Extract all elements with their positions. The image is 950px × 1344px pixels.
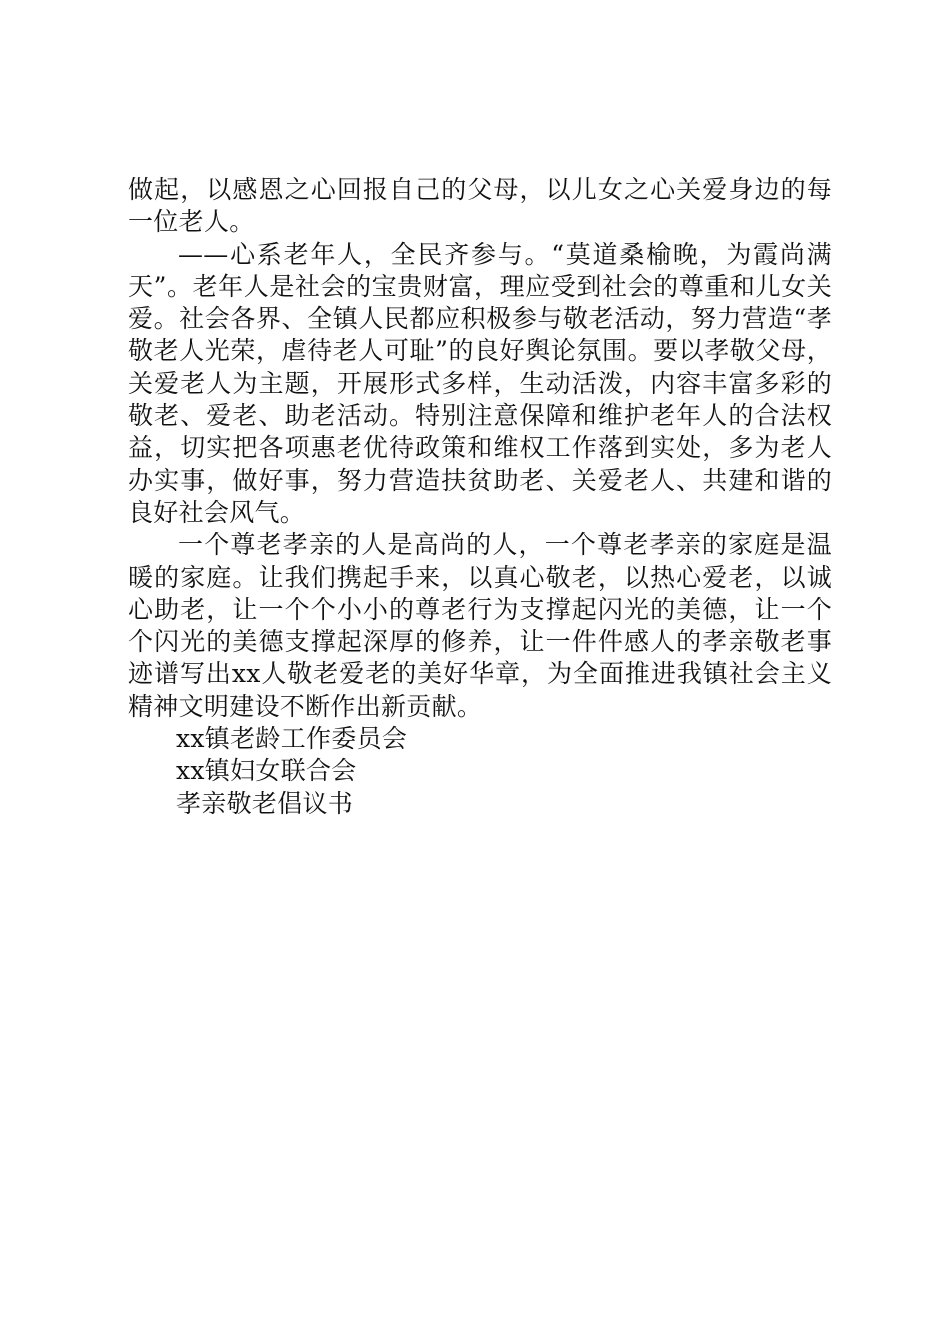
document-footer-title: 孝亲敬老倡议书 bbox=[176, 788, 354, 818]
paragraph-continuation: 做起，以感恩之心回报自己的父母，以儿女之心关爱身边的每一位老人。 bbox=[128, 175, 832, 237]
signature-womens-federation: xx镇妇女联合会 bbox=[176, 756, 357, 786]
signature-aging-committee: xx镇老龄工作委员会 bbox=[176, 724, 408, 754]
paragraph-closing: 一个尊老孝亲的人是高尚的人，一个尊老孝亲的家庭是温暖的家庭。让我们携起手来，以真心敬老，以热心爱老，以诚心助老，让一个个小小的尊老行为支撑起闪光的美德，让一个个闪光的美德支撑起深厚的修养，让一件件感人的孝亲敬老事迹谱写出xx人敬老爱老的美好华章，为全面推进我镇社会主义精神文明建设不断作出新贡献。 bbox=[128, 530, 832, 721]
paragraph-participation: ——心系老年人，全民齐参与。“莫道桑榆晚，为霞尚满天”。老年人是社会的宝贵财富，理应受到社会的尊重和儿女关爱。社会各界、全镇人民都应积极参与敬老活动，努力营造“孝敬老人光荣，虐待老人可耻”的良好舆论氛围。要以孝敬父母，关爱老人为主题，开展形式多样，生动活泼，内容丰富多彩的敬老、爱老、助老活动。特别注意保障和维护老年人的合法权益，切实把各项惠老优待政策和维权工作落到实处，多为老人办实事，做好事，努力营造扶贫助老、关爱老人、共建和谐的良好社会风气。 bbox=[128, 239, 832, 527]
document-body bbox=[128, 174, 832, 820]
